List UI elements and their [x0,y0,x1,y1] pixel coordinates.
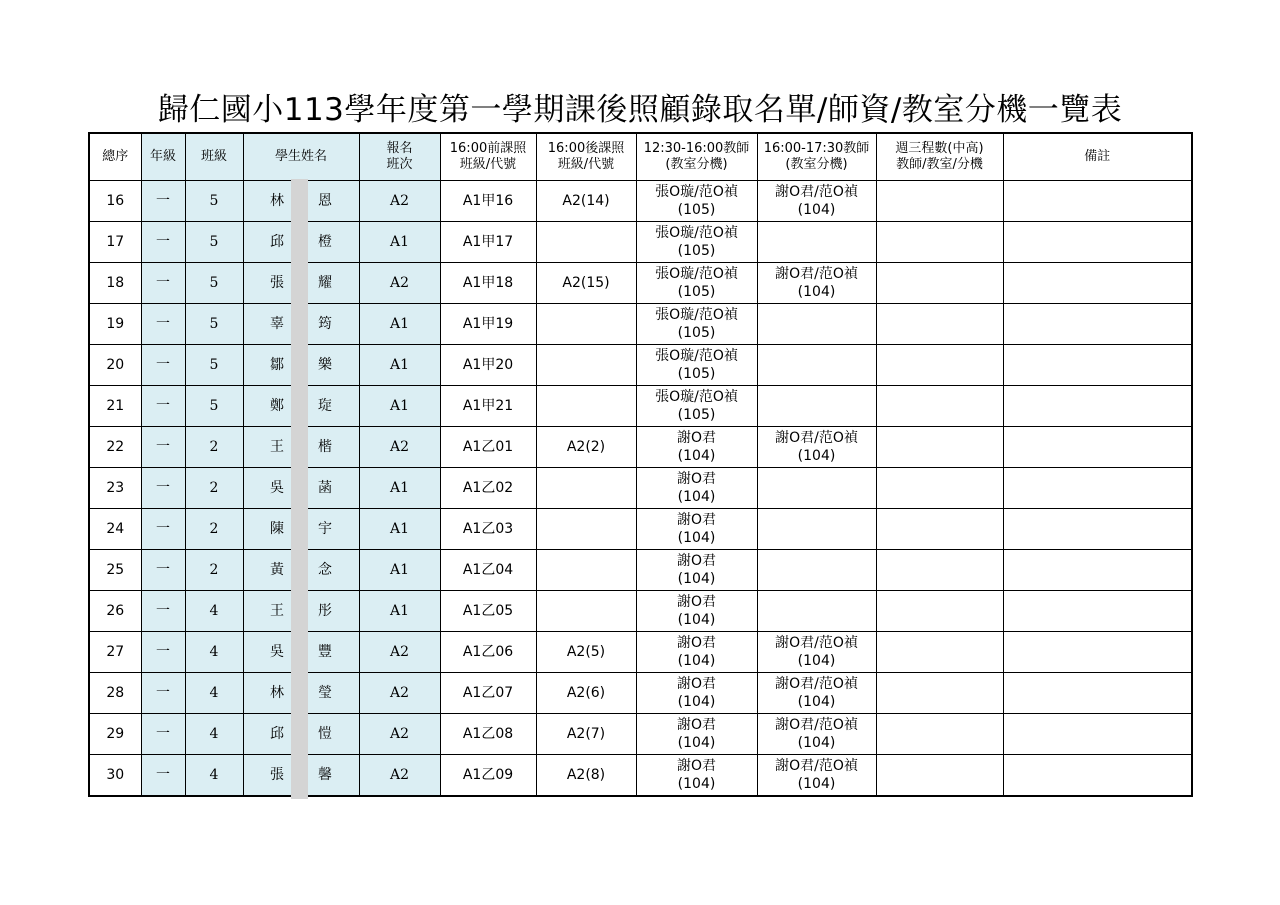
seq-cell: 22 [89,427,141,468]
teacher1-names: 謝O君 [676,717,717,733]
enroll-cell: A1 [359,222,440,263]
teacher1-cell [636,263,757,304]
page-title: 歸仁國小113學年度第一學期課後照顧錄取名單/師資/教室分機一覽表 [157,92,1123,128]
table-row [89,591,1192,632]
grade-cell: 一 [141,181,185,222]
note-cell [1003,509,1192,550]
enroll-cell: A1 [359,509,440,550]
after-class-cell [536,386,636,427]
seq-cell: 19 [89,304,141,345]
teacher2-cell [757,468,876,509]
teacher1-ext: (105) [677,366,716,382]
after-class-cell [536,304,636,345]
name-surname: 吳 [270,644,284,660]
before-class-cell: A1乙08 [440,714,536,755]
seq-cell: 27 [89,632,141,673]
note-cell [1003,591,1192,632]
before-class-cell: A1甲21 [440,386,536,427]
teacher1-names: 張O璇/范O禎 [655,266,738,282]
after-class-cell: A2(2) [536,427,636,468]
teacher1-cell [636,509,757,550]
table-row [89,550,1192,591]
class-cell: 2 [185,427,243,468]
name-given: 筠 [318,316,332,332]
enroll-cell: A1 [359,468,440,509]
table-header-row [89,133,1192,181]
grade-cell: 一 [141,345,185,386]
teacher1-cell [636,550,757,591]
table-row [89,673,1192,714]
teacher2-names: 謝O君/范O禎 [775,758,858,774]
wed-cell [876,427,1003,468]
class-cell: 4 [185,755,243,797]
after-class-cell [536,222,636,263]
teacher1-cell [636,427,757,468]
wed-cell [876,550,1003,591]
col-after-header: 16:00後課照 班級/代號 [536,133,636,181]
after-class-cell [536,591,636,632]
grade-cell: 一 [141,263,185,304]
note-cell [1003,632,1192,673]
teacher2-names: 謝O君/范O禎 [775,717,858,733]
before-class-cell: A1乙09 [440,755,536,797]
teacher2-cell [757,714,876,755]
before-class-cell: A1甲16 [440,181,536,222]
note-cell [1003,345,1192,386]
class-cell: 4 [185,714,243,755]
teacher2-names: 謝O君/范O禎 [775,430,858,446]
wed-cell [876,304,1003,345]
table-row [89,222,1192,263]
before-class-cell: A1乙05 [440,591,536,632]
teacher2-names: 謝O君/范O禎 [775,676,858,692]
class-cell: 4 [185,673,243,714]
table-row [89,427,1192,468]
table-row [89,509,1192,550]
seq-cell: 17 [89,222,141,263]
note-cell [1003,386,1192,427]
grade-cell: 一 [141,386,185,427]
grade-cell: 一 [141,509,185,550]
before-class-cell: A1乙04 [440,550,536,591]
wed-cell [876,755,1003,797]
teacher1-ext: (105) [677,284,716,300]
teacher1-ext: (104) [677,735,716,751]
before-class-cell: A1甲19 [440,304,536,345]
name-surname: 吳 [270,480,284,496]
name-given: 菡 [318,480,332,496]
teacher1-cell [636,304,757,345]
after-class-cell: A2(14) [536,181,636,222]
grade-cell: 一 [141,673,185,714]
teacher2-ext: (104) [797,284,836,300]
teacher1-names: 謝O君 [676,512,717,528]
wed-cell [876,468,1003,509]
seq-cell: 30 [89,755,141,797]
wed-cell [876,386,1003,427]
table-row [89,468,1192,509]
seq-cell: 23 [89,468,141,509]
teacher1-ext: (104) [677,776,716,792]
teacher2-cell [757,263,876,304]
class-cell: 5 [185,345,243,386]
note-cell [1003,181,1192,222]
class-cell: 2 [185,509,243,550]
name-surname: 邱 [270,234,284,250]
class-cell: 4 [185,632,243,673]
teacher1-names: 張O璇/范O禎 [655,389,738,405]
teacher1-cell [636,468,757,509]
wed-cell [876,673,1003,714]
grade-cell: 一 [141,468,185,509]
col-enroll-header: 報名 班次 [359,133,440,181]
teacher2-cell [757,591,876,632]
enroll-cell: A2 [359,181,440,222]
note-cell [1003,714,1192,755]
name-given: 樂 [318,357,332,373]
teacher2-cell [757,632,876,673]
grade-cell: 一 [141,714,185,755]
teacher1-ext: (104) [677,612,716,628]
teacher2-ext: (104) [797,653,836,669]
seq-cell: 21 [89,386,141,427]
teacher1-names: 張O璇/范O禎 [655,348,738,364]
name-surname: 林 [270,685,284,701]
teacher1-names: 謝O君 [676,430,717,446]
enroll-cell: A2 [359,755,440,797]
teacher2-names: 謝O君/范O禎 [775,184,858,200]
col-before-header: 16:00前課照 班級/代號 [440,133,536,181]
name-given: 耀 [318,275,332,291]
before-class-cell: A1乙07 [440,673,536,714]
enroll-cell: A1 [359,304,440,345]
before-class-cell: A1甲17 [440,222,536,263]
teacher1-names: 謝O君 [676,553,717,569]
grade-cell: 一 [141,550,185,591]
after-class-cell: A2(5) [536,632,636,673]
enroll-cell: A2 [359,427,440,468]
teacher2-cell [757,427,876,468]
teacher1-names: 謝O君 [676,758,717,774]
teacher2-names: 謝O君/范O禎 [775,266,858,282]
name-surname: 王 [270,439,284,455]
teacher2-cell [757,550,876,591]
teacher1-cell [636,222,757,263]
teacher2-cell [757,181,876,222]
teacher1-ext: (104) [677,694,716,710]
teacher1-cell [636,673,757,714]
teacher1-cell [636,714,757,755]
after-class-cell: A2(7) [536,714,636,755]
name-given: 馨 [318,767,332,783]
teacher1-cell [636,632,757,673]
name-given: 念 [318,562,332,578]
wed-cell [876,591,1003,632]
teacher1-names: 張O璇/范O禎 [655,225,738,241]
teacher1-ext: (105) [677,243,716,259]
name-surname: 辜 [270,316,284,332]
seq-cell: 24 [89,509,141,550]
class-cell: 2 [185,550,243,591]
wed-cell [876,714,1003,755]
after-class-cell [536,345,636,386]
name-surname: 邱 [270,726,284,742]
class-cell: 4 [185,591,243,632]
enroll-cell: A2 [359,632,440,673]
teacher2-cell [757,673,876,714]
teacher1-cell [636,345,757,386]
teacher1-cell [636,181,757,222]
wed-cell [876,509,1003,550]
grade-cell: 一 [141,304,185,345]
wed-cell [876,345,1003,386]
class-cell: 5 [185,304,243,345]
grade-cell: 一 [141,632,185,673]
col-grade-header: 年級 [141,133,185,181]
wed-cell [876,632,1003,673]
note-cell [1003,673,1192,714]
teacher1-names: 謝O君 [676,676,717,692]
col-name-header: 學生姓名 [243,133,359,181]
seq-cell: 28 [89,673,141,714]
table-row [89,714,1192,755]
name-surname: 鄒 [270,357,284,373]
note-cell [1003,468,1192,509]
teacher1-names: 謝O君 [676,594,717,610]
name-given: 豐 [318,644,332,660]
enroll-cell: A1 [359,345,440,386]
note-cell [1003,755,1192,797]
name-surname: 陳 [270,521,284,537]
name-given: 橙 [318,234,332,250]
name-surname: 王 [270,603,284,619]
table-row [89,345,1192,386]
table-row [89,304,1192,345]
name-given: 恩 [318,193,332,209]
seq-cell: 20 [89,345,141,386]
before-class-cell: A1乙01 [440,427,536,468]
teacher1-ext: (104) [677,653,716,669]
teacher1-names: 張O璇/范O禎 [655,307,738,323]
teacher1-ext: (104) [677,530,716,546]
after-class-cell: A2(6) [536,673,636,714]
teacher1-cell [636,591,757,632]
class-cell: 2 [185,468,243,509]
teacher2-cell [757,304,876,345]
name-redaction-bar [291,179,308,799]
name-given: 愷 [318,726,332,742]
teacher1-ext: (104) [677,571,716,587]
enroll-cell: A2 [359,673,440,714]
name-surname: 鄭 [270,398,284,414]
col-teacher1-header: 12:30-16:00教師 (教室分機) [636,133,757,181]
before-class-cell: A1甲18 [440,263,536,304]
before-class-cell: A1乙06 [440,632,536,673]
class-cell: 5 [185,386,243,427]
note-cell [1003,304,1192,345]
col-teacher2-header: 16:00-17:30教師 (教室分機) [757,133,876,181]
wed-cell [876,222,1003,263]
seq-cell: 18 [89,263,141,304]
teacher1-cell [636,755,757,797]
teacher1-ext: (104) [677,448,716,464]
name-surname: 張 [270,767,284,783]
before-class-cell: A1乙02 [440,468,536,509]
after-class-cell [536,550,636,591]
table-row [89,181,1192,222]
after-class-cell [536,468,636,509]
teacher1-cell [636,386,757,427]
table-row [89,386,1192,427]
teacher2-ext: (104) [797,202,836,218]
wed-cell [876,181,1003,222]
name-given: 楷 [318,439,332,455]
grade-cell: 一 [141,427,185,468]
class-cell: 5 [185,263,243,304]
name-given: 宇 [318,521,332,537]
teacher2-cell [757,386,876,427]
name-surname: 張 [270,275,284,291]
after-class-cell: A2(15) [536,263,636,304]
teacher1-names: 謝O君 [676,635,717,651]
name-surname: 黃 [270,562,284,578]
table-row [89,263,1192,304]
before-class-cell: A1甲20 [440,345,536,386]
name-surname: 林 [270,193,284,209]
after-class-cell [536,509,636,550]
teacher2-cell [757,222,876,263]
name-given: 瑩 [318,685,332,701]
note-cell [1003,263,1192,304]
teacher2-cell [757,755,876,797]
note-cell [1003,222,1192,263]
teacher2-ext: (104) [797,735,836,751]
roster-table [88,132,1193,797]
col-note-header: 備註 [1003,133,1192,181]
teacher1-ext: (105) [677,407,716,423]
col-wed-header: 週三程數(中高) 教師/教室/分機 [876,133,1003,181]
before-class-cell: A1乙03 [440,509,536,550]
col-seq-header: 總序 [89,133,141,181]
table-row [89,632,1192,673]
table-row [89,755,1192,797]
after-class-cell: A2(8) [536,755,636,797]
name-given: 彤 [318,603,332,619]
enroll-cell: A2 [359,263,440,304]
note-cell [1003,550,1192,591]
teacher1-ext: (105) [677,202,716,218]
col-class-header: 班級 [185,133,243,181]
seq-cell: 26 [89,591,141,632]
class-cell: 5 [185,222,243,263]
grade-cell: 一 [141,591,185,632]
teacher2-cell [757,345,876,386]
wed-cell [876,263,1003,304]
enroll-cell: A1 [359,591,440,632]
name-given: 琁 [318,398,332,414]
teacher2-ext: (104) [797,694,836,710]
grade-cell: 一 [141,755,185,797]
class-cell: 5 [185,181,243,222]
teacher2-names: 謝O君/范O禎 [775,635,858,651]
enroll-cell: A2 [359,714,440,755]
teacher2-ext: (104) [797,776,836,792]
teacher1-ext: (104) [677,489,716,505]
teacher1-ext: (105) [677,325,716,341]
seq-cell: 29 [89,714,141,755]
grade-cell: 一 [141,222,185,263]
seq-cell: 25 [89,550,141,591]
teacher1-names: 謝O君 [676,471,717,487]
enroll-cell: A1 [359,550,440,591]
note-cell [1003,427,1192,468]
teacher2-cell [757,509,876,550]
teacher1-names: 張O璇/范O禎 [655,184,738,200]
teacher2-ext: (104) [797,448,836,464]
enroll-cell: A1 [359,386,440,427]
seq-cell: 16 [89,181,141,222]
